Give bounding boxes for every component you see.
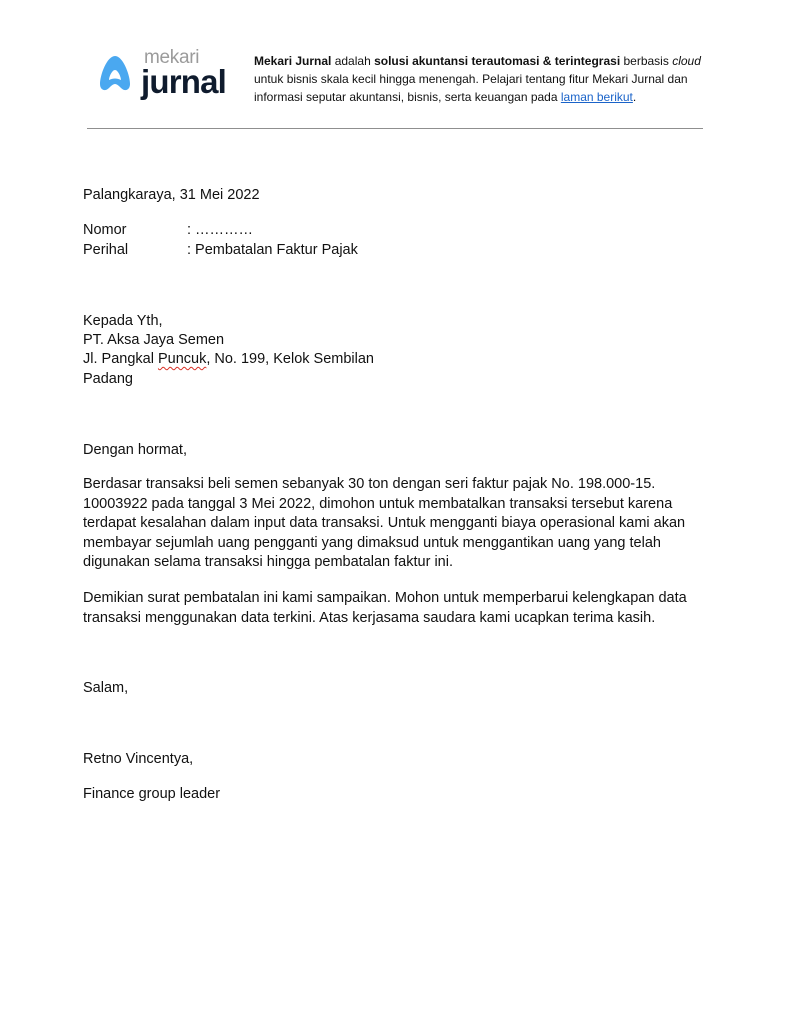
recipient-address [83,350,374,370]
intro-link[interactable]: laman berikut [560,90,633,104]
recipient-company: PT. Aksa Jaya Semen [83,332,225,348]
address-part-2: , No. 199, Kelok Sembilan [206,351,374,367]
intro-text-1: adalah [331,54,375,68]
recipient-city: Padang [83,371,133,387]
document-header [0,0,794,130]
perihal-value: : Pembatalan Faktur Pajak [187,242,358,258]
recipient-salutation: Kepada Yth, [83,313,163,329]
nomor-value: : ………… [187,222,254,238]
jurnal-logo-icon [96,53,134,93]
greeting: Dengan hormat, [83,442,187,458]
signer-title: Finance group leader [83,786,221,802]
intro-text-3: untuk bisnis skala kecil hingga menengah. Pelajari tentang fitur Mekari Jurnal dan informasi seputar akuntansi, bisnis, serta keuangan pada [254,72,688,104]
closing: Salam, [83,680,129,696]
place-date: Palangkaraya, 31 Mei 2022 [83,187,260,203]
body-paragraph-1: Berdasar transaksi beli semen sebanyak 30 ton dengan seri faktur pajak No. 198.000-15. 10003922 pada tanggal 3 Mei 2022, dimohon untuk membatalkan transaksi tersebut karena terdapat kesalahan dalam input data transaksi. Untuk mengganti biaya operasional kami akan membayar sejumlah uang pengganti yang dimaksud untuk menggantikan uang yang telah digunakan selama transaksi hingga pembatalan faktur ini. [83,476,686,570]
logo-wordmark-big: jurnal [141,63,227,100]
intro-text-2: berbasis [620,54,673,68]
nomor-label: Nomor [83,222,127,238]
signer-name: Retno Vincentya, [83,751,194,767]
spellcheck-flagged-word: Puncuk [157,351,207,367]
perihal-row [83,241,358,261]
header-divider [87,128,703,129]
mekari-jurnal-logo [96,48,236,104]
intro-bold-phrase: solusi akuntansi terautomasi & terintegrasi [374,54,621,68]
nomor-row [83,221,253,241]
intro-brand: Mekari Jurnal [254,54,332,68]
intro-blurb [254,52,714,106]
perihal-label: Perihal [83,242,129,258]
intro-italic-cloud: cloud [672,54,701,68]
logo-wordmark-small: mekari [144,47,200,68]
intro-end: . [632,90,637,104]
address-part-1: Jl. Pangkal [83,351,158,367]
body-paragraph-2: Demikian surat pembatalan ini kami sampaikan. Mohon untuk memperbarui kelengkapan data transaksi menggunakan data terkini. Atas kerjasama saudara kami ucapkan terima kasih. [83,590,687,626]
